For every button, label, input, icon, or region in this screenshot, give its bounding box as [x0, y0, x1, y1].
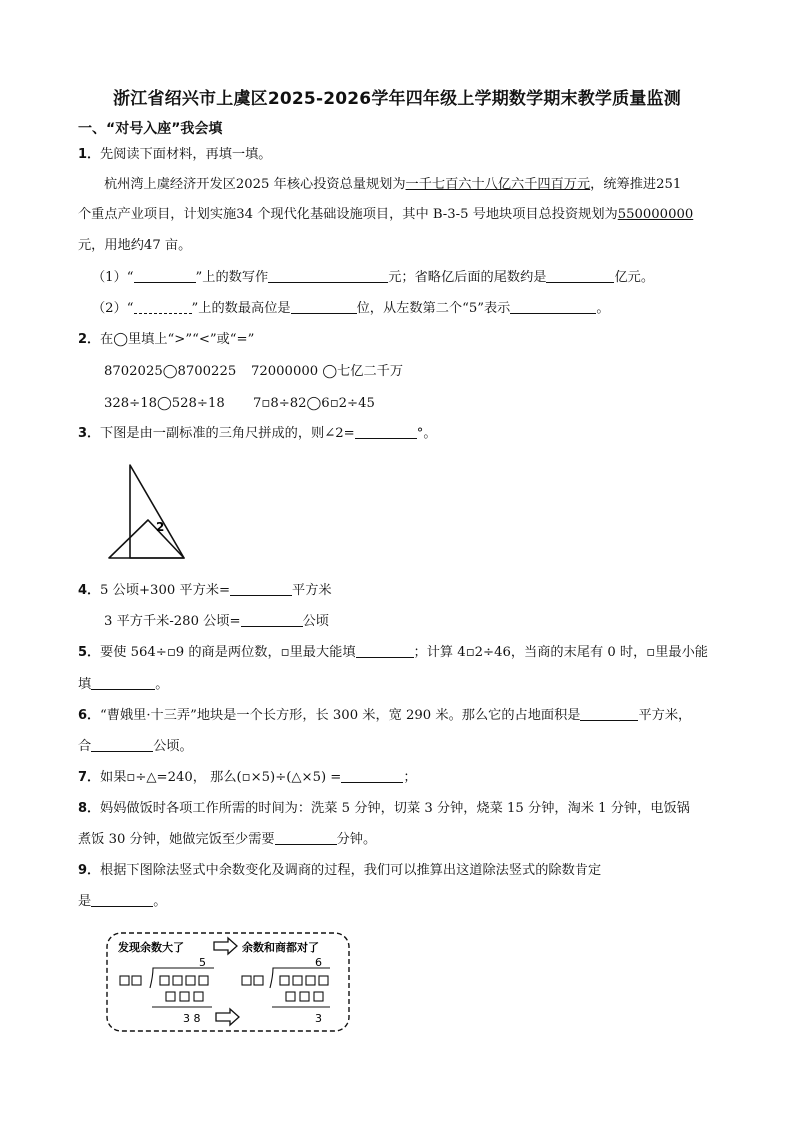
question-9-line-2	[78, 892, 166, 912]
division-process-figure	[104, 930, 352, 1034]
question-text: 是	[78, 894, 92, 909]
answer-blank[interactable]	[134, 268, 196, 283]
remainder-left: 3 8	[183, 1012, 201, 1025]
question-text: 5 公顷+300 平方米=	[100, 583, 231, 598]
question-text: 公顷。	[153, 739, 193, 754]
quotient-left: 5	[199, 956, 206, 969]
sub-text: （2）“	[92, 301, 134, 316]
answer-blank[interactable]	[291, 299, 357, 314]
question-number: 2．	[78, 332, 101, 347]
sub-text: 。	[596, 301, 610, 316]
answer-blank[interactable]	[91, 892, 153, 907]
question-text: 公顷	[302, 614, 329, 629]
question-text: 要使 564÷▫9 的商是两位数，▫里最大能填	[100, 645, 356, 660]
question-6	[78, 706, 691, 726]
answer-blank[interactable]	[355, 424, 417, 439]
question-text: 煮饭 30 分钟，她做完饭至少需要	[78, 832, 275, 847]
question-text: 。	[153, 894, 167, 909]
answer-blank[interactable]	[356, 643, 414, 658]
compare-4[interactable]: 7▫8÷82◯6▫2÷45	[253, 396, 375, 411]
answer-blank[interactable]	[341, 768, 403, 783]
question-number: 9．	[78, 863, 101, 878]
question-number: 8．	[78, 801, 101, 816]
arrow-right-icon	[216, 1009, 239, 1025]
question-number: 6．	[78, 708, 101, 723]
remainder-right: 3	[315, 1012, 322, 1025]
division-right	[242, 968, 330, 1007]
question-8	[78, 799, 690, 819]
question-text: °。	[416, 426, 437, 441]
division-left	[120, 968, 214, 1007]
question-number: 1．	[78, 147, 101, 162]
question-2	[78, 330, 254, 350]
question-5-line-2	[78, 675, 168, 695]
answer-blank[interactable]	[510, 299, 596, 314]
answer-blank[interactable]	[268, 268, 388, 283]
answer-blank[interactable]	[230, 581, 292, 596]
answer-blank[interactable]	[241, 612, 303, 627]
question-text: 3 平方千米-280 公顷=	[104, 614, 241, 629]
material-number: 550000000	[617, 207, 694, 222]
material-line-1	[104, 175, 681, 195]
answer-blank-wavy[interactable]	[134, 299, 192, 314]
section-heading: 一、“对号入座”我会填	[78, 121, 223, 137]
question-1-sub-2	[92, 299, 610, 319]
material-line-2	[78, 205, 693, 225]
sub-text: 位，从左数第二个“5”表示	[356, 301, 511, 316]
answer-blank[interactable]	[275, 830, 337, 845]
question-9	[78, 861, 601, 881]
material-line-3	[78, 236, 191, 256]
question-8-line-2	[78, 830, 376, 850]
question-1	[78, 145, 271, 165]
question-7	[78, 768, 417, 788]
answer-blank[interactable]	[546, 268, 614, 283]
question-text: 如果▫÷△=240， 那么(▫×5)÷(△×5) =	[100, 770, 342, 785]
question-number: 7．	[78, 770, 101, 785]
triangle-rulers-figure	[100, 460, 200, 565]
question-text: “曹娥里·十三弄”地块是一个长方形，长 300 米，宽 290 米。那么它的占地面积是	[100, 708, 581, 723]
material-text: 个重点产业项目，计划实施34 个现代化基础设施项目，其中 B-3-5 号地块项目总投资规划为	[78, 207, 618, 222]
question-text: 下图是由一副标准的三角尺拼成的，则∠2=	[100, 426, 355, 441]
question-6-line-2	[78, 737, 193, 757]
question-text: 分钟。	[336, 832, 377, 847]
question-text: 在◯里填上“>”“<”或“=”	[100, 332, 255, 347]
arrow-right-icon	[214, 938, 237, 954]
question-text: 平方米，	[638, 708, 692, 723]
question-text: ；计算 4▫2÷46，当商的末尾有 0 时，▫里最小能	[413, 645, 708, 660]
question-4-line-2	[104, 612, 329, 632]
question-text: 根据下图除法竖式中余数变化及调商的过程，我们可以推算出这道除法竖式的除数肯定	[100, 863, 602, 878]
question-number: 3．	[78, 426, 101, 441]
question-3	[78, 424, 437, 444]
answer-blank[interactable]	[580, 706, 638, 721]
compare-3[interactable]: 328÷18◯528÷18	[104, 396, 225, 411]
question-text: 填	[78, 677, 92, 692]
material-amount: 一千七百六十八亿六千四百万元	[405, 177, 591, 192]
answer-blank[interactable]	[91, 675, 155, 690]
label-remainder-too-big: 发现余数大了	[118, 941, 184, 954]
question-text: 平方米	[292, 583, 332, 598]
question-text: 合	[78, 739, 92, 754]
sub-text: （1）“	[92, 270, 134, 285]
question-text: ；	[403, 770, 417, 785]
triangle-ruler-30-60	[130, 465, 184, 558]
quotient-right: 6	[315, 956, 322, 969]
sub-text: 亿元。	[614, 270, 655, 285]
label-remainder-and-quotient-correct: 余数和商都对了	[242, 941, 319, 954]
question-5	[78, 643, 708, 663]
sub-text: ”上的数最高位是	[191, 301, 291, 316]
material-text: 杭州湾上虞经济开发区2025 年核心投资总量规划为	[104, 177, 406, 192]
material-text: 元，用地约47 亩。	[78, 238, 192, 253]
question-4	[78, 581, 332, 601]
compare-1[interactable]: 8702025◯8700225	[104, 364, 237, 379]
compare-2[interactable]: 72000000 ◯七亿二千万	[251, 364, 404, 379]
question-text: 。	[155, 677, 169, 692]
angle-2-label: 2	[156, 520, 165, 534]
sub-text: 元；省略亿后面的尾数约是	[388, 270, 547, 285]
page-title: 浙江省绍兴市上虞区2025-2026学年四年级上学期数学期末教学质量监测	[113, 89, 681, 109]
question-number: 5．	[78, 645, 101, 660]
sub-text: ”上的数写作	[195, 270, 269, 285]
question-1-sub-1	[92, 268, 654, 288]
answer-blank[interactable]	[91, 737, 153, 752]
question-text: 先阅读下面材料，再填一填。	[100, 147, 272, 162]
material-text: ，统筹推进251	[590, 177, 682, 192]
question-number: 4．	[78, 583, 101, 598]
question-text: 妈妈做饭时各项工作所需的时间为：洗菜 5 分钟，切菜 3 分钟，烧菜 15 分钟，淘米 1 分钟，电饭锅	[100, 801, 690, 816]
